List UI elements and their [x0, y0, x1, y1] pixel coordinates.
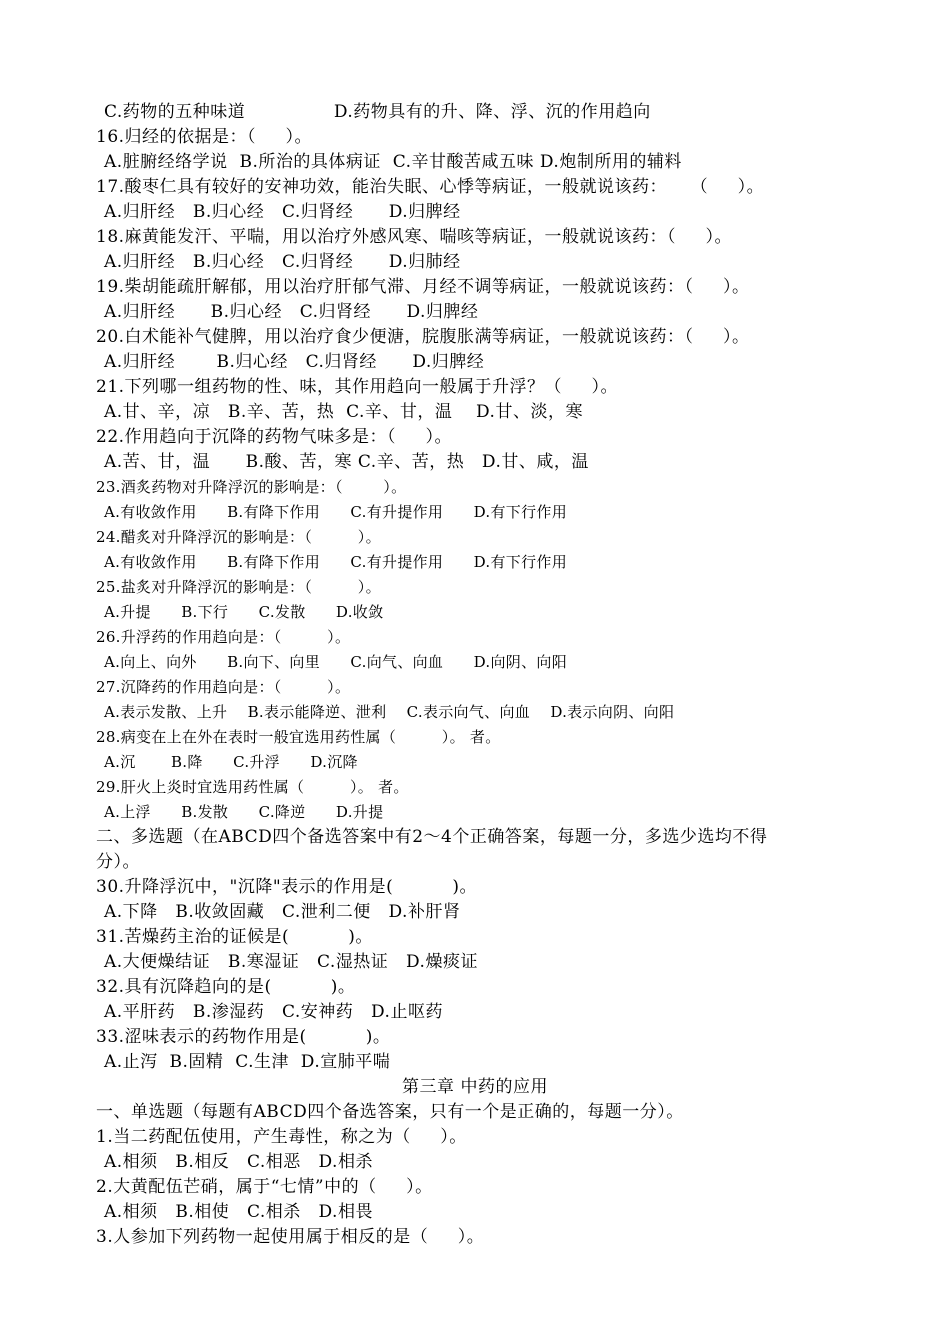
- text-line: 2.大黄配伍芒硝，属于“七情”中的（ ）。: [96, 1177, 433, 1197]
- text-line: A.上浮 B.发散 C.降逆 D.升提: [104, 803, 384, 821]
- text-line: A.沉 B.降 C.升浮 D.沉降: [104, 753, 358, 771]
- text-line: 1.当二药配伍使用，产生毒性，称之为（ ）。: [96, 1127, 467, 1147]
- text-line: 一、单选题（每题有ABCD四个备选答案，只有一个是正确的，每题一分）。: [96, 1102, 684, 1122]
- text-line: A.向上、向外 B.向下、向里 C.向气、向血 D.向阴、向阳: [104, 653, 567, 671]
- text-line: 28.病变在上在外在表时一般宜选用药性属（ ）。 者。: [96, 728, 501, 746]
- text-line: 22.作用趋向于沉降的药物气味多是：（ ）。: [96, 427, 453, 447]
- text-line: 21.下列哪一组药物的性、味，其作用趋向一般属于升浮？（ ）。: [96, 377, 619, 397]
- text-line: A.止泻 B.固精 C.生津 D.宣肺平喘: [104, 1052, 391, 1072]
- text-line: 32.具有沉降趋向的是( )。: [96, 977, 356, 997]
- text-line: A.相须 B.相使 C.相杀 D.相畏: [104, 1202, 373, 1222]
- text-line: A.有收敛作用 B.有降下作用 C.有升提作用 D.有下行作用: [104, 553, 567, 571]
- text-line: A.归肝经 B.归心经 C.归肾经 D.归脾经: [104, 302, 479, 322]
- text-line: A.脏腑经络学说 B.所治的具体病证 C.辛甘酸苦咸五味 D.炮制所用的辅料: [104, 152, 682, 172]
- text-line: A.甘、辛，凉 B.辛、苦，热 C.辛、甘，温 D.甘、淡，寒: [104, 402, 583, 422]
- text-line: 18.麻黄能发汗、平喘，用以治疗外感风寒、喘咳等病证，一般就说该药：（ ）。: [96, 227, 733, 247]
- text-line: A.表示发散、上升 B.表示能降逆、泄利 C.表示向气、向血 D.表示向阴、向阳: [104, 703, 675, 721]
- text-line: 24.醋炙对升降浮沉的影响是：（ ）。: [96, 528, 381, 546]
- text-line: A.归肝经 B.归心经 C.归肾经 D.归脾经: [104, 202, 461, 222]
- text-line: A.苦、甘，温 B.酸、苦，寒 C.辛、苦，热 D.甘、咸，温: [104, 452, 589, 472]
- text-line: A.归肝经 B.归心经 C.归肾经 D.归脾经: [104, 352, 485, 372]
- text-line: 29.肝火上炎时宜选用药性属（ ）。 者。: [96, 778, 409, 796]
- text-line: C.药物的五种味道 D.药物具有的升、降、浮、沉的作用趋向: [104, 102, 651, 122]
- text-line: 19.柴胡能疏肝解郁，用以治疗肝郁气滞、月经不调等病证，一般就说该药：（ ）。: [96, 277, 750, 297]
- text-line: 分）。: [96, 852, 140, 872]
- text-line: 17.酸枣仁具有较好的安神功效，能治失眠、心悸等病证，一般就说该药： （ ）。: [96, 177, 765, 197]
- text-line: 二、多选题（在ABCD四个备选答案中有2～4个正确答案，每题一分，多选少选均不得: [96, 827, 768, 847]
- text-line: 31.苦燥药主治的证候是( )。: [96, 927, 373, 947]
- text-line: 23.酒炙药物对升降浮沉的影响是：（ ）。: [96, 478, 407, 496]
- text-line: A.归肝经 B.归心经 C.归肾经 D.归肺经: [104, 252, 461, 272]
- text-line: 26.升浮药的作用趋向是：（ ）。: [96, 628, 351, 646]
- text-line: A.大便燥结证 B.寒湿证 C.湿热证 D.燥痰证: [104, 952, 478, 972]
- text-line: 33.涩味表示的药物作用是( )。: [96, 1027, 391, 1047]
- text-line: A.相须 B.相反 C.相恶 D.相杀: [104, 1152, 373, 1172]
- text-line: 25.盐炙对升降浮沉的影响是：（ ）。: [96, 578, 381, 596]
- text-line: 27.沉降药的作用趋向是：（ ）。: [96, 678, 351, 696]
- text-line: 16.归经的依据是：（ ）。: [96, 127, 313, 147]
- text-line: 20.白术能补气健脾，用以治疗食少便溏，脘腹胀满等病证，一般就说该药：（ ）。: [96, 327, 750, 347]
- text-line: 30.升降浮沉中，"沉降"表示的作用是( )。: [96, 877, 477, 897]
- text-line: A.下降 B.收敛固藏 C.泄利二便 D.补肝肾: [104, 902, 461, 922]
- chapter-heading: 第三章 中药的应用: [402, 1077, 548, 1097]
- text-line: A.有收敛作用 B.有降下作用 C.有升提作用 D.有下行作用: [104, 503, 567, 521]
- text-line: A.平肝药 B.渗湿药 C.安神药 D.止呕药: [104, 1002, 443, 1022]
- text-line: 3.人参加下列药物一起使用属于相反的是（ ）。: [96, 1227, 485, 1247]
- text-line: A.升提 B.下行 C.发散 D.收敛: [104, 603, 384, 621]
